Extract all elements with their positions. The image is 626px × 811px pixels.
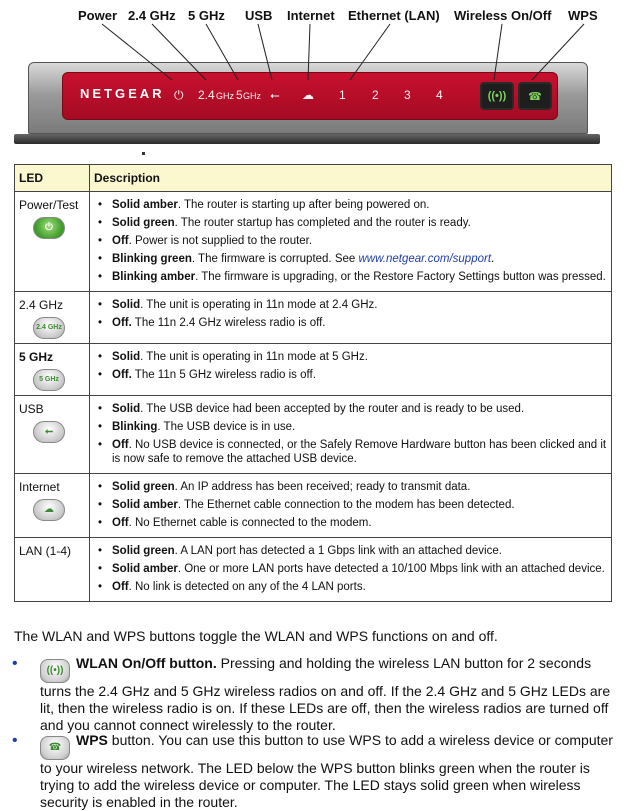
bullet-dot: •: [98, 317, 103, 329]
led-icon: ⏻: [33, 217, 65, 239]
intro-paragraph: The WLAN and WPS buttons toggle the WLAN and WPS functions on and off.: [14, 628, 498, 644]
description-bullet: [94, 298, 607, 312]
callout-24ghz: 2.4 GHz: [128, 8, 176, 23]
state-label: Off: [112, 235, 129, 247]
panel-lan4: 4: [436, 88, 443, 102]
wlan-button-icon: ((•)): [40, 659, 70, 683]
callout-internet: Internet: [287, 8, 335, 23]
bullet-dot: •: [98, 517, 103, 529]
led-name: USB: [19, 402, 44, 416]
description-cell: [90, 474, 612, 538]
description-cell: [90, 538, 612, 602]
led-icon: 5 GHz: [33, 369, 65, 391]
description-bullet: [94, 350, 607, 364]
state-text: . No link is detected on any of the 4 LAN ports.: [128, 581, 366, 593]
callout-wireless: Wireless On/Off: [454, 8, 552, 23]
led-name: Power/Test: [19, 198, 79, 212]
table-row: [15, 344, 612, 396]
callout-usb: USB: [245, 8, 273, 23]
description-bullet: [94, 580, 607, 594]
led-icon: 2.4 GHz: [33, 317, 65, 339]
table-row: [15, 192, 612, 292]
state-label: Off.: [112, 369, 132, 381]
led-cell: [15, 192, 90, 292]
state-text: . No Ethernet cable is connected to the modem.: [128, 517, 372, 529]
bullet-dot: •: [98, 199, 103, 211]
description-bullet: [94, 234, 607, 248]
panel-power-icon: ⏻: [174, 88, 184, 102]
panel-usb-icon: ⭠: [270, 88, 280, 102]
description-bullet: [94, 562, 607, 576]
panel-lan3: 3: [404, 88, 411, 102]
bullet-dot: •: [98, 481, 103, 493]
wlan-item: [12, 655, 616, 734]
description-bullet: [94, 216, 607, 230]
description-bullet: [94, 420, 607, 434]
support-link[interactable]: www.netgear.com/support: [358, 253, 492, 265]
description-bullet: [94, 544, 607, 558]
leader-power: [102, 24, 172, 80]
bullet-dot: •: [98, 545, 103, 557]
callout-power: Power: [78, 8, 118, 23]
table-row: [15, 292, 612, 344]
description-cell: [90, 192, 612, 292]
state-label: Solid green: [112, 545, 175, 557]
table-row: [15, 474, 612, 538]
bullet-dot: •: [98, 299, 103, 311]
wps-title: WPS: [76, 732, 108, 748]
leader-ethernet: [350, 24, 390, 80]
callout-5ghz: 5 GHz: [188, 8, 225, 23]
state-label: Blinking amber: [112, 271, 196, 283]
state-label: Solid: [112, 351, 141, 363]
router-figure: [0, 0, 626, 160]
wps-button-icon: ☎: [40, 736, 70, 760]
description-bullet: [94, 498, 607, 512]
bullet-dot: •: [98, 271, 103, 283]
state-label: Solid green: [112, 481, 175, 493]
state-label: Blinking: [112, 421, 158, 433]
state-label: Off: [112, 439, 129, 451]
state-text: . The USB device had been accepted by the router and is ready to be used.: [140, 403, 525, 415]
led-name: LAN (1-4): [19, 544, 72, 558]
state-text: . Power is not supplied to the router.: [128, 235, 313, 247]
led-cell: [15, 396, 90, 474]
callout-wps: WPS: [568, 8, 598, 23]
led-cell: [15, 538, 90, 602]
bullet-dot: •: [98, 351, 103, 363]
led-name: 2.4 GHz: [19, 298, 64, 312]
callout-leader-lines: [0, 0, 626, 160]
header-led: LED: [15, 165, 90, 192]
led-cell: [15, 344, 90, 396]
state-label: Off: [112, 517, 129, 529]
description-bullet: [94, 270, 607, 284]
bullet-dot: •: [98, 235, 103, 247]
wps-item: [12, 732, 616, 811]
wlan-title: WLAN On/Off button.: [76, 655, 217, 671]
state-label: Off: [112, 581, 129, 593]
state-text: . The Ethernet cable connection to the modem has been detected.: [177, 499, 515, 511]
panel-24-unit: GHz: [216, 91, 234, 101]
description-cell: [90, 396, 612, 474]
wireless-icon: ((•)): [487, 90, 507, 102]
bullet-dot: •: [98, 403, 103, 415]
led-name: Internet: [19, 480, 60, 494]
state-label: Off.: [112, 317, 132, 329]
state-text-after: .: [491, 253, 495, 265]
state-text: . No USB device is connected, or the Safely Remove Hardware button has been clicked and it is now safe to remove the attached USB device.: [112, 439, 607, 465]
description-bullet: [94, 516, 607, 530]
bullet-dot: •: [98, 421, 103, 433]
led-table-body: [15, 192, 612, 602]
table-row: [15, 538, 612, 602]
wps-icon: ☎: [528, 90, 542, 103]
description-bullet: [94, 252, 607, 266]
description-bullet: [94, 480, 607, 494]
led-cell: [15, 292, 90, 344]
description-bullet: [94, 402, 607, 416]
description-cell: [90, 344, 612, 396]
state-text: . The unit is operating in 11n mode at 2.4 GHz.: [140, 299, 378, 311]
description-bullet: [94, 438, 607, 466]
description-bullet: [94, 198, 607, 212]
leader-internet: [308, 24, 310, 80]
table-header-row: [15, 165, 612, 192]
panel-lan1: 1: [339, 88, 346, 102]
figure-dot: [142, 152, 145, 155]
state-text: . The firmware is corrupted. See: [191, 253, 359, 265]
state-text: . A LAN port has detected a 1 Gbps link with an attached device.: [174, 545, 502, 557]
led-icon: ☁: [33, 499, 65, 521]
panel-lan2: 2: [372, 88, 379, 102]
bullet-dot: •: [98, 563, 103, 575]
state-label: Solid: [112, 403, 141, 415]
wps-text: button. You can use this button to use WPS to add a wireless device or computer to your wireless network. The LED below the WPS button blinks green when the router is trying to add the wireless device or computer. The LED stays solid green when wireless security is enabled in the router.: [40, 732, 613, 810]
state-text: . The unit is operating in 11n mode at 5 GHz.: [140, 351, 368, 363]
bullet-dot: •: [98, 499, 103, 511]
description-bullet: [94, 316, 607, 330]
state-text: The 11n 2.4 GHz wireless radio is off.: [131, 317, 326, 329]
header-description: Description: [90, 165, 612, 192]
table-row: [15, 396, 612, 474]
bullet-dot: •: [98, 439, 103, 451]
led-name: 5 GHz: [19, 350, 54, 364]
brand-logo: NETGEAR: [80, 86, 165, 101]
state-label: Solid: [112, 299, 141, 311]
panel-24-label: 2.4: [198, 88, 215, 102]
state-text: . One or more LAN ports have detected a 10/100 Mbps link with an attached device.: [177, 563, 605, 575]
bullet-dot: •: [98, 581, 103, 593]
leader-usb: [258, 24, 272, 80]
led-table: [14, 164, 612, 602]
state-label: Solid green: [112, 217, 175, 229]
panel-5-label: 5: [236, 88, 243, 102]
leader-5ghz: [206, 24, 238, 80]
state-label: Solid amber: [112, 563, 178, 575]
description-bullet: [94, 368, 607, 382]
bullet-dot: •: [98, 253, 103, 265]
state-text: . The USB device is in use.: [157, 421, 296, 433]
bullet-dot: •: [98, 217, 103, 229]
description-cell: [90, 292, 612, 344]
wlan-text: Pressing and holding the wireless LAN button for 2 seconds turns the 2.4 GHz and 5 GHz wireless radios on and off. If the 2.4 GHz and 5 GHz LEDs are lit, then the wireless radio is on. If these LEDs are off, then the wireless radios are turned off and you cannot connect wirelessly to the router.: [40, 655, 611, 733]
led-cell: [15, 474, 90, 538]
panel-5-unit: GHz: [243, 91, 261, 101]
state-label: Solid amber: [112, 499, 178, 511]
state-text: The 11n 5 GHz wireless radio is off.: [131, 369, 316, 381]
bullet: •: [12, 732, 18, 749]
bullet: •: [12, 655, 18, 672]
state-text: . The firmware is upgrading, or the Restore Factory Settings button was pressed.: [195, 271, 606, 283]
callout-ethernet: Ethernet (LAN): [348, 8, 440, 23]
leader-wireless: [494, 24, 502, 80]
leader-wps: [532, 24, 584, 80]
state-label: Solid amber: [112, 199, 178, 211]
state-text: . The router is starting up after being powered on.: [177, 199, 430, 211]
state-label: Blinking green: [112, 253, 192, 265]
leader-24ghz: [152, 24, 206, 80]
panel-internet-icon: ☁: [302, 88, 314, 102]
state-text: . The router startup has completed and the router is ready.: [174, 217, 471, 229]
led-icon: ⭠: [33, 421, 65, 443]
state-text: . An IP address has been received; ready to transmit data.: [174, 481, 471, 493]
bullet-dot: •: [98, 369, 103, 381]
